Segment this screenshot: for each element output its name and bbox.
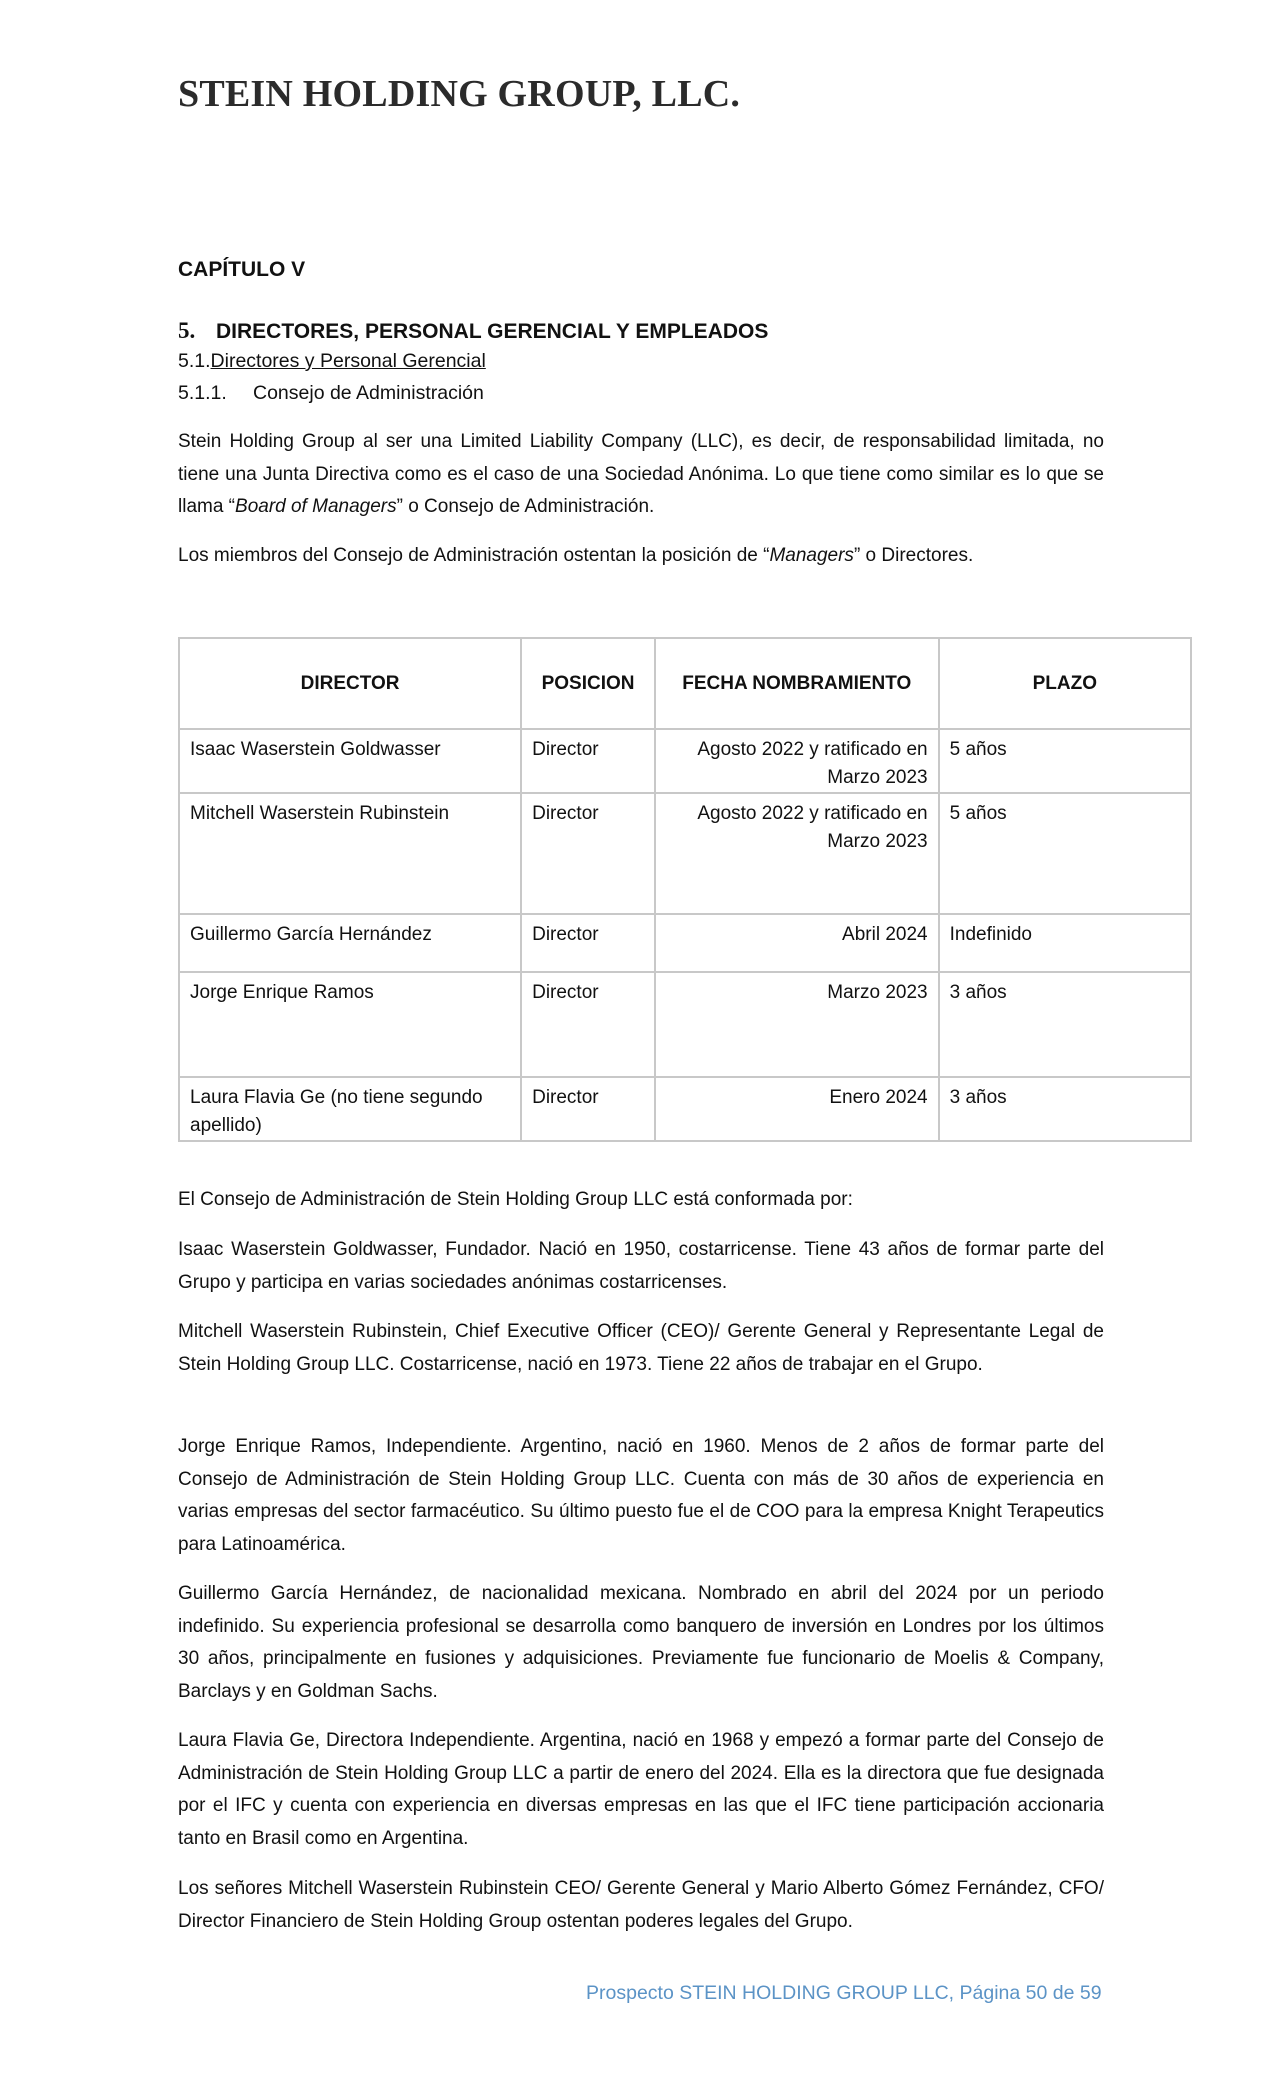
chapter-title: CAPÍTULO V [178,258,306,281]
cell-plazo: Indefinido [939,914,1191,972]
bio-mitchell: Mitchell Waserstein Rubinstein, Chief Executive Officer (CEO)/ Gerente General y Representante Legal de Stein Holding Group LLC. Costarricense, nació en 1973. Tiene 22 años de trabajar en el Grupo. [178,1321,1104,1375]
header-fecha: FECHA NOMBRAMIENTO [655,638,939,729]
directors-table [178,637,1192,1142]
cell-director: Laura Flavia Ge (no tiene segundo apellido) [179,1077,521,1141]
table-row [179,729,1191,793]
subsubsection-number: 5.1.1. [178,382,227,404]
bio-isaac: Isaac Waserstein Goldwasser, Fundador. Nació en 1950, costarricense. Tiene 43 años de formar parte del Grupo y participa en varias sociedades anónimas costarricenses. [178,1239,1104,1293]
subsubsection-heading [178,382,484,405]
table-row [179,1077,1191,1141]
cell-posicion: Director [521,1077,655,1141]
cell-plazo: 5 años [939,793,1191,914]
cell-fecha: Agosto 2022 y ratificado en Marzo 2023 [655,729,939,793]
page-footer: Prospecto STEIN HOLDING GROUP LLC, Página 50 de 59 [586,1982,1102,2004]
table-row [179,793,1191,914]
section-title: DIRECTORES, PERSONAL GERENCIAL Y EMPLEADOS [216,320,769,343]
intro-paragraph-managers [178,540,1104,573]
cell-fecha: Enero 2024 [655,1077,939,1141]
cell-plazo: 5 años [939,729,1191,793]
cell-fecha: Marzo 2023 [655,972,939,1077]
cell-posicion: Director [521,793,655,914]
intro-text: Stein Holding Group al ser una Limited Liability Company (LLC), es decir, de responsabilidad limitada, no tiene una Junta Directiva como es el caso de una Sociedad Anónima. Lo que tiene como similar es lo que se llama “ [178,431,1104,517]
subsection-number: 5.1. [178,350,211,372]
cell-posicion: Director [521,729,655,793]
board-lead-paragraph: El Consejo de Administración de Stein Holding Group LLC está conformada por: [178,1189,853,1210]
section-number: 5. [178,318,196,343]
intro-text: Los miembros del Consejo de Administración ostentan la posición de “ [178,545,770,566]
intro-text: ” o Directores. [853,545,974,566]
table-row [179,914,1191,972]
section-heading [178,318,768,344]
cell-posicion: Director [521,914,655,972]
cell-director: Guillermo García Hernández [179,914,521,972]
cell-fecha: Agosto 2022 y ratificado en Marzo 2023 [655,793,939,914]
table-header-row [179,638,1191,729]
subsection-title: Directores y Personal Gerencial [210,350,486,372]
header-plazo: PLAZO [939,638,1191,729]
intro-italic-term: Board of Managers [235,496,397,517]
bio-guillermo: Guillermo García Hernández, de nacionalidad mexicana. Nombrado en abril del 2024 por un periodo indefinido. Su experiencia profesional se desarrolla como banquero de inversión en Londres por los últimos 30 años, principalmente en fusiones y adquisiciones. Previamente fue funcionario de Moelis & Company, Barclays y en Goldman Sachs. [178,1583,1104,1702]
cell-plazo: 3 años [939,972,1191,1077]
intro-paragraph-llc [178,426,1104,524]
subsubsection-title: Consejo de Administración [253,382,484,404]
cell-fecha: Abril 2024 [655,914,939,972]
cell-posicion: Director [521,972,655,1077]
closing-paragraph: Los señores Mitchell Waserstein Rubinstein CEO/ Gerente General y Mario Alberto Gómez Fernández, CFO/ Director Financiero de Stein Holding Group ostentan poderes legales del Grupo. [178,1878,1104,1932]
bio-laura: Laura Flavia Ge, Directora Independiente. Argentina, nació en 1968 y empezó a formar parte del Consejo de Administración de Stein Holding Group LLC a partir de enero del 2024. Ella es la directora que fue designada por el IFC y cuenta con experiencia en diversas empresas en las que el IFC tiene participación accionaria tanto en Brasil como en Argentina. [178,1730,1104,1849]
cell-plazo: 3 años [939,1077,1191,1141]
header-director: DIRECTOR [179,638,521,729]
intro-text: ” o Consejo de Administración. [396,496,655,517]
cell-director: Isaac Waserstein Goldwasser [179,729,521,793]
company-header: STEIN HOLDING GROUP, LLC. [178,73,741,115]
cell-director: Mitchell Waserstein Rubinstein [179,793,521,914]
table-row [179,972,1191,1077]
header-posicion: POSICION [521,638,655,729]
intro-italic-term: Managers [769,545,854,566]
subsection-heading [178,350,486,373]
cell-director: Jorge Enrique Ramos [179,972,521,1077]
bio-jorge: Jorge Enrique Ramos, Independiente. Argentino, nació en 1960. Menos de 2 años de formar parte del Consejo de Administración de Stein Holding Group LLC. Cuenta con más de 30 años de experiencia en varias empresas del sector farmacéutico. Su último puesto fue el de COO para la empresa Knight Terapeutics para Latinoamérica. [178,1436,1104,1555]
